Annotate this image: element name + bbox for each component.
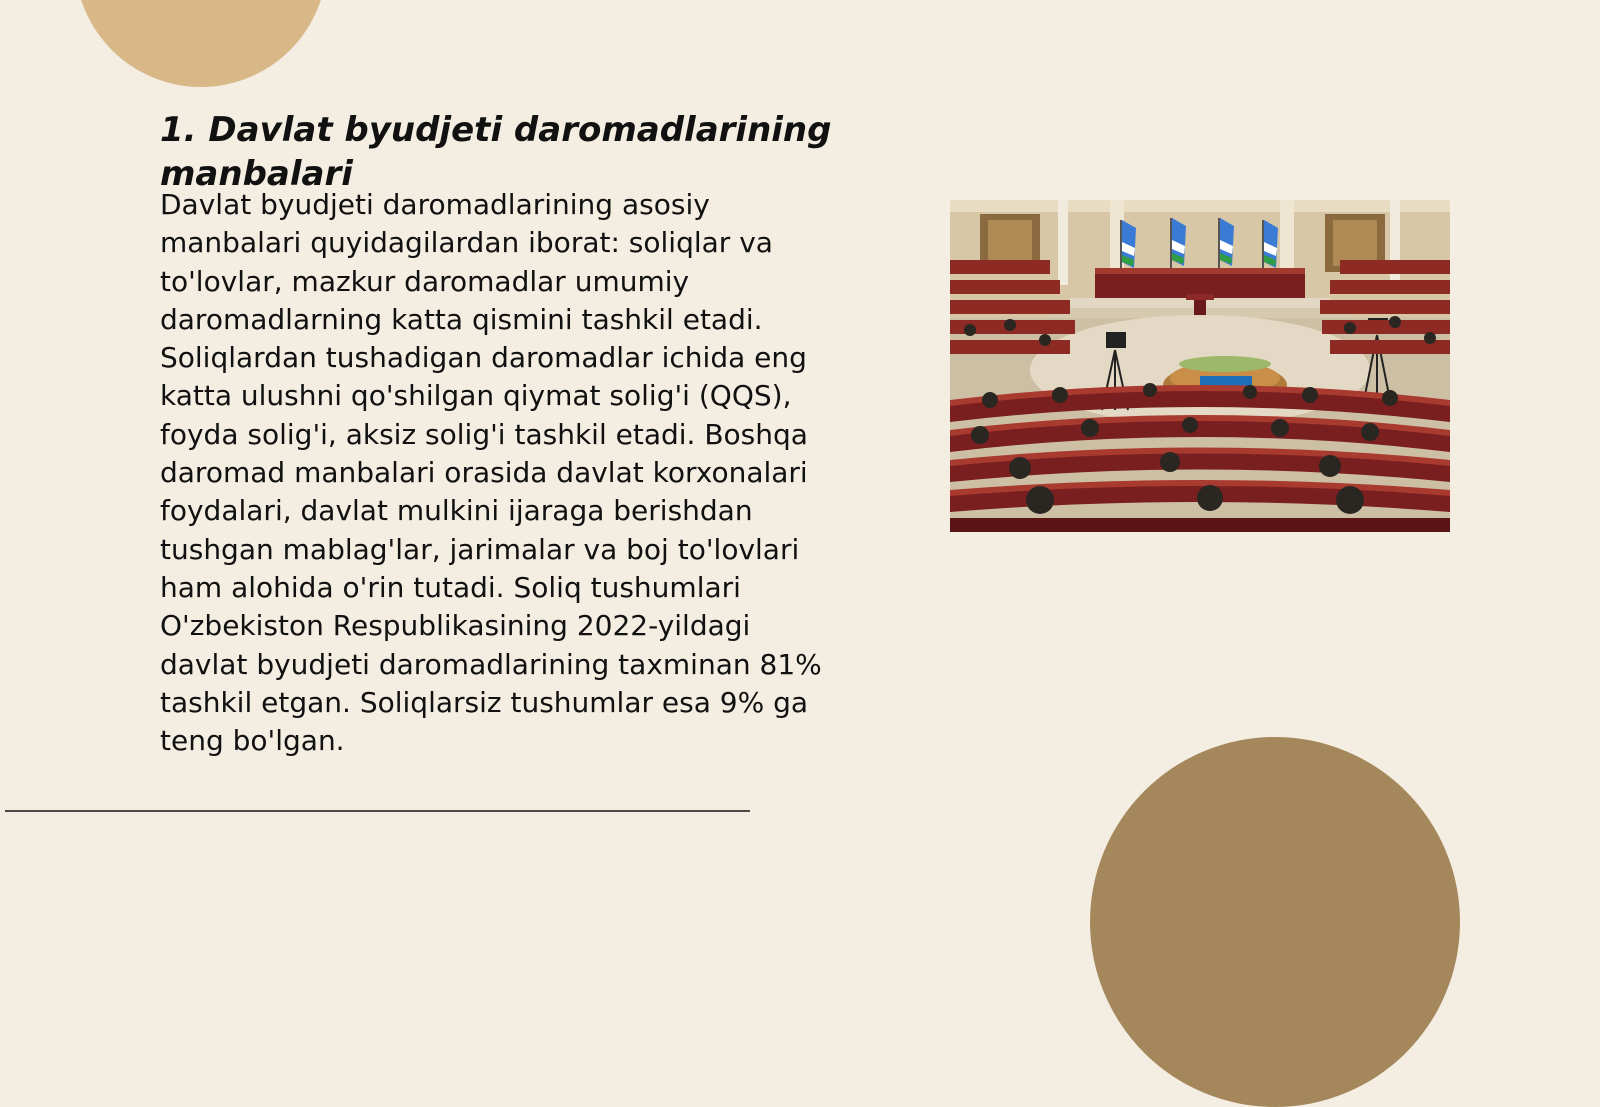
parliament-hall-photo <box>950 200 1450 532</box>
decorative-circle-bottom <box>1090 737 1460 1107</box>
slide-body-text: Davlat byudjeti daromadlarining asosiy manbalari quyidagilardan iborat: soliqlar va to'lovlar, mazkur daromadlar umumiy daromadlarning katta qismini tashkil etadi. Soliqlardan tushadigan daromadlar ichida eng katta ulushni qo'shilgan qiymat solig'i (QQS), foyda solig'i, aksiz solig'i tashkil etadi. Boshqa daromad manbalari orasida davlat korxonalari foydalari, davlat mulkini ijaraga berishdan tushgan mablag'lar, jarimalar va boj to'lovlari ham alohida o'rin tutadi. Soliq tushumlari O'zbekiston Respublikasining 2022-yildagi davlat byudjeti daromadlarining taxminan 81% tashkil etgan. Soliqlarsiz tushumlar esa 9% ga teng bo'lgan. <box>160 188 822 758</box>
decorative-circle-top <box>75 0 327 87</box>
divider-line <box>5 810 750 812</box>
slide-title: 1. Davlat byudjeti daromadlarining manbalari <box>160 110 832 194</box>
